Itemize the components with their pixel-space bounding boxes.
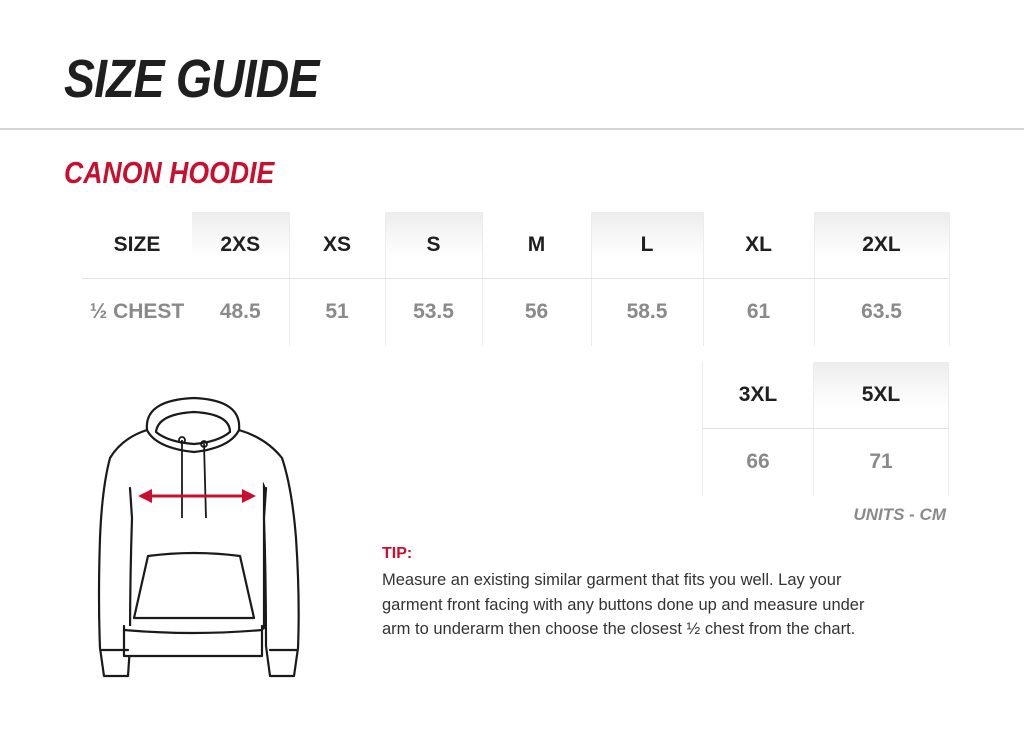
- chest-value: 51: [289, 278, 385, 346]
- page-title: SIZE GUIDE: [64, 49, 319, 109]
- chest-value: 48.5: [192, 278, 289, 346]
- size-header: 5XL: [814, 362, 949, 428]
- size-chart-extended-table: [702, 362, 949, 496]
- chest-value: 58.5: [591, 278, 703, 346]
- tip-line: garment front facing with any buttons done up and measure under: [382, 595, 865, 614]
- size-header: XS: [289, 212, 385, 278]
- units-label: UNITS - CM: [853, 505, 946, 524]
- hoodie-icon: [44, 378, 362, 698]
- header-divider: [0, 128, 1024, 130]
- chest-value: 66: [703, 428, 814, 496]
- chest-value: 61: [703, 278, 814, 346]
- tip-line: arm to underarm then choose the closest ½ chest from the chart.: [382, 620, 856, 638]
- chest-value: 53.5: [385, 278, 482, 346]
- size-chart-table: [82, 212, 950, 346]
- chest-row-label: ½ CHEST: [89, 300, 185, 324]
- tip-line: Measure an existing similar garment that fits you well. Lay your: [382, 571, 842, 589]
- size-header: 3XL: [703, 362, 814, 428]
- size-row: [703, 362, 949, 428]
- tip-text: [382, 568, 932, 642]
- size-header: S: [385, 212, 482, 278]
- product-name: CANON HOODIE: [64, 155, 275, 190]
- chest-value: 71: [814, 428, 949, 496]
- chest-value: 63.5: [814, 278, 949, 346]
- size-row: [82, 212, 949, 278]
- tip-label: TIP:: [382, 545, 413, 562]
- size-header: M: [482, 212, 591, 278]
- size-header: L: [591, 212, 703, 278]
- size-header: 2XS: [192, 212, 289, 278]
- size-header: 2XL: [814, 212, 949, 278]
- chest-row: [703, 428, 949, 496]
- chest-value: 56: [482, 278, 591, 346]
- size-row-label: SIZE: [82, 212, 192, 278]
- size-header: XL: [703, 212, 814, 278]
- chest-row: [82, 278, 949, 346]
